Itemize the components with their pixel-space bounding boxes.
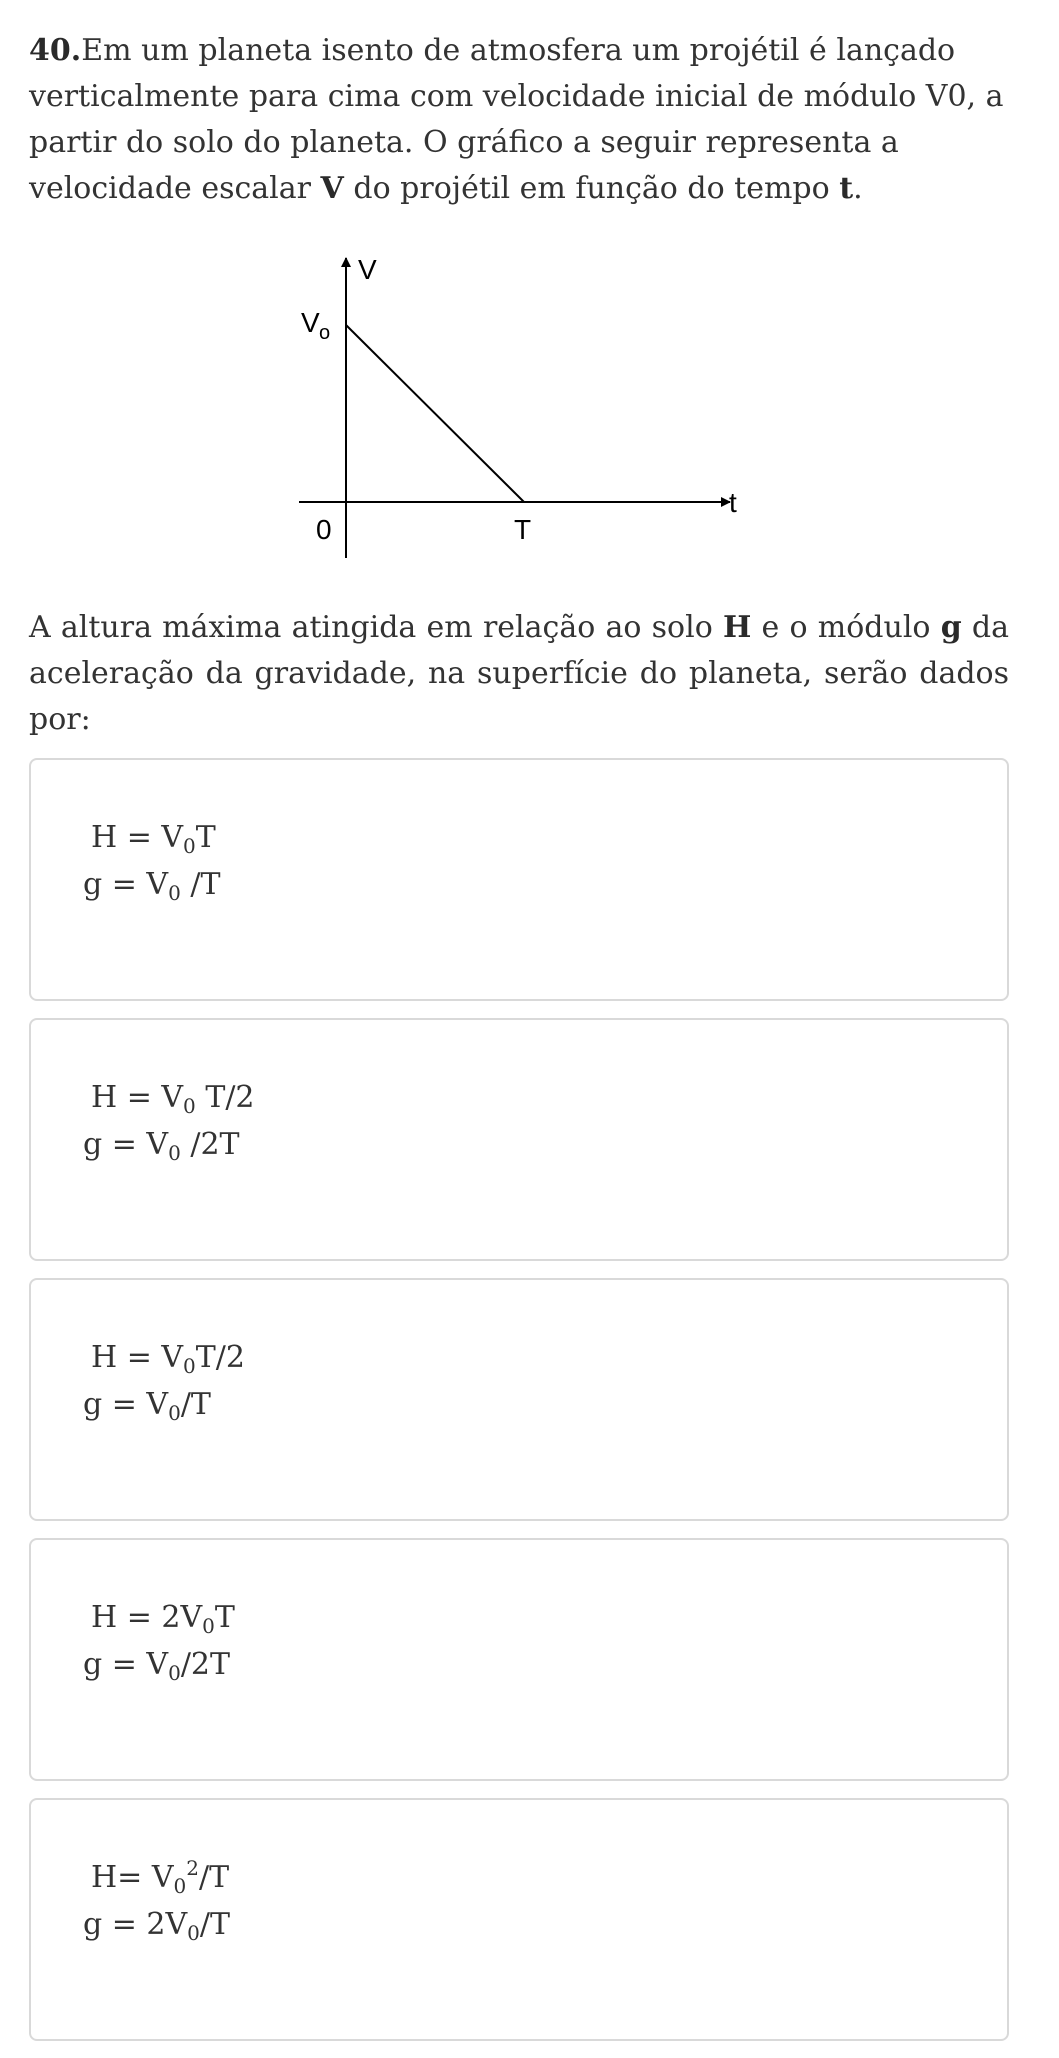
h-subscript: 0	[202, 1614, 215, 1638]
g-subscript: 0	[168, 1141, 181, 1165]
h-prefix: H = 2V	[91, 1600, 203, 1635]
prompt-text-a: A altura máxima atingida em relação ao solo	[29, 610, 723, 645]
velocity-time-graph	[290, 250, 750, 570]
h-superscript: 2	[186, 1856, 199, 1880]
h-subscript: 0	[183, 1094, 196, 1118]
h-suffix: T	[214, 1600, 235, 1635]
h-suffix: /T	[198, 1860, 230, 1895]
h-prefix: H = V	[91, 820, 184, 855]
prompt-bold-g: g	[940, 610, 962, 645]
g-suffix: /2T	[180, 1127, 240, 1162]
h-subscript: 0	[183, 834, 196, 858]
y-tick-vo-sub: o	[319, 322, 331, 344]
answer-option-e[interactable]	[29, 1798, 1009, 2041]
h-suffix: T/2	[195, 1340, 245, 1375]
prompt-text	[29, 605, 1009, 743]
g-prefix: g = V	[83, 867, 169, 902]
g-suffix: /2T	[180, 1647, 231, 1682]
option-h-line	[91, 1075, 255, 1121]
prompt-bold-h: H	[722, 610, 752, 645]
h-subscript: 0	[173, 1874, 187, 1898]
g-suffix: /T	[180, 1387, 211, 1422]
option-g-line	[83, 1902, 230, 1948]
h-subscript: 0	[183, 1354, 196, 1378]
option-g-line	[83, 1382, 211, 1428]
option-h-line	[91, 1855, 229, 1901]
h-suffix: T/2	[195, 1080, 255, 1115]
prompt-text-c: da aceleração da gravidade, na superfície do planeta, serão dados por:	[29, 610, 1009, 737]
question-bold-t: t	[839, 171, 854, 206]
answer-option-c[interactable]	[29, 1278, 1009, 1521]
question-number: 40.	[29, 33, 82, 68]
answer-option-a[interactable]	[29, 758, 1009, 1001]
answer-options	[29, 758, 1009, 2058]
question-bold-v: V	[320, 171, 344, 206]
answer-option-b[interactable]	[29, 1018, 1009, 1261]
g-subscript: 0	[187, 1921, 200, 1945]
g-subscript: 0	[168, 1401, 181, 1425]
g-suffix: /T	[180, 867, 221, 902]
h-suffix: T	[195, 820, 216, 855]
y-axis-label: V	[358, 254, 377, 285]
question-text-a: Em um planeta isento de atmosfera um projétil é lançado verticalmente para cima com velocidade inicial de módulo V0, a partir do solo do planeta. O gráfico a seguir representa a velocidade escalar	[29, 33, 1004, 206]
x-tick-0: 0	[316, 514, 332, 545]
option-g-line	[83, 862, 220, 908]
velocity-line	[346, 325, 524, 502]
prompt-text-b: e o módulo	[751, 610, 941, 645]
question-text-c: .	[853, 171, 863, 206]
option-h-line	[91, 1335, 245, 1381]
h-prefix: H = V	[91, 1340, 184, 1375]
h-prefix: H= V	[91, 1860, 174, 1895]
option-g-line	[83, 1642, 230, 1688]
answer-option-d[interactable]	[29, 1538, 1009, 1781]
g-subscript: 0	[168, 881, 181, 905]
g-prefix: g = V	[83, 1387, 169, 1422]
option-h-line	[91, 815, 216, 861]
g-prefix: g = 2V	[83, 1907, 188, 1942]
g-suffix: /T	[199, 1907, 231, 1942]
x-axis-label: t	[729, 487, 737, 518]
g-subscript: 0	[168, 1661, 181, 1685]
g-prefix: g = V	[83, 1647, 169, 1682]
x-tick-t: T	[514, 514, 532, 545]
y-tick-vo-main: V	[301, 307, 320, 338]
option-g-line	[83, 1122, 240, 1168]
question-text-b: do projétil em função do tempo	[343, 171, 840, 206]
question-text	[29, 28, 1029, 212]
option-h-line	[91, 1595, 235, 1641]
g-prefix: g = V	[83, 1127, 169, 1162]
h-prefix: H = V	[91, 1080, 184, 1115]
graph-svg	[290, 250, 750, 570]
